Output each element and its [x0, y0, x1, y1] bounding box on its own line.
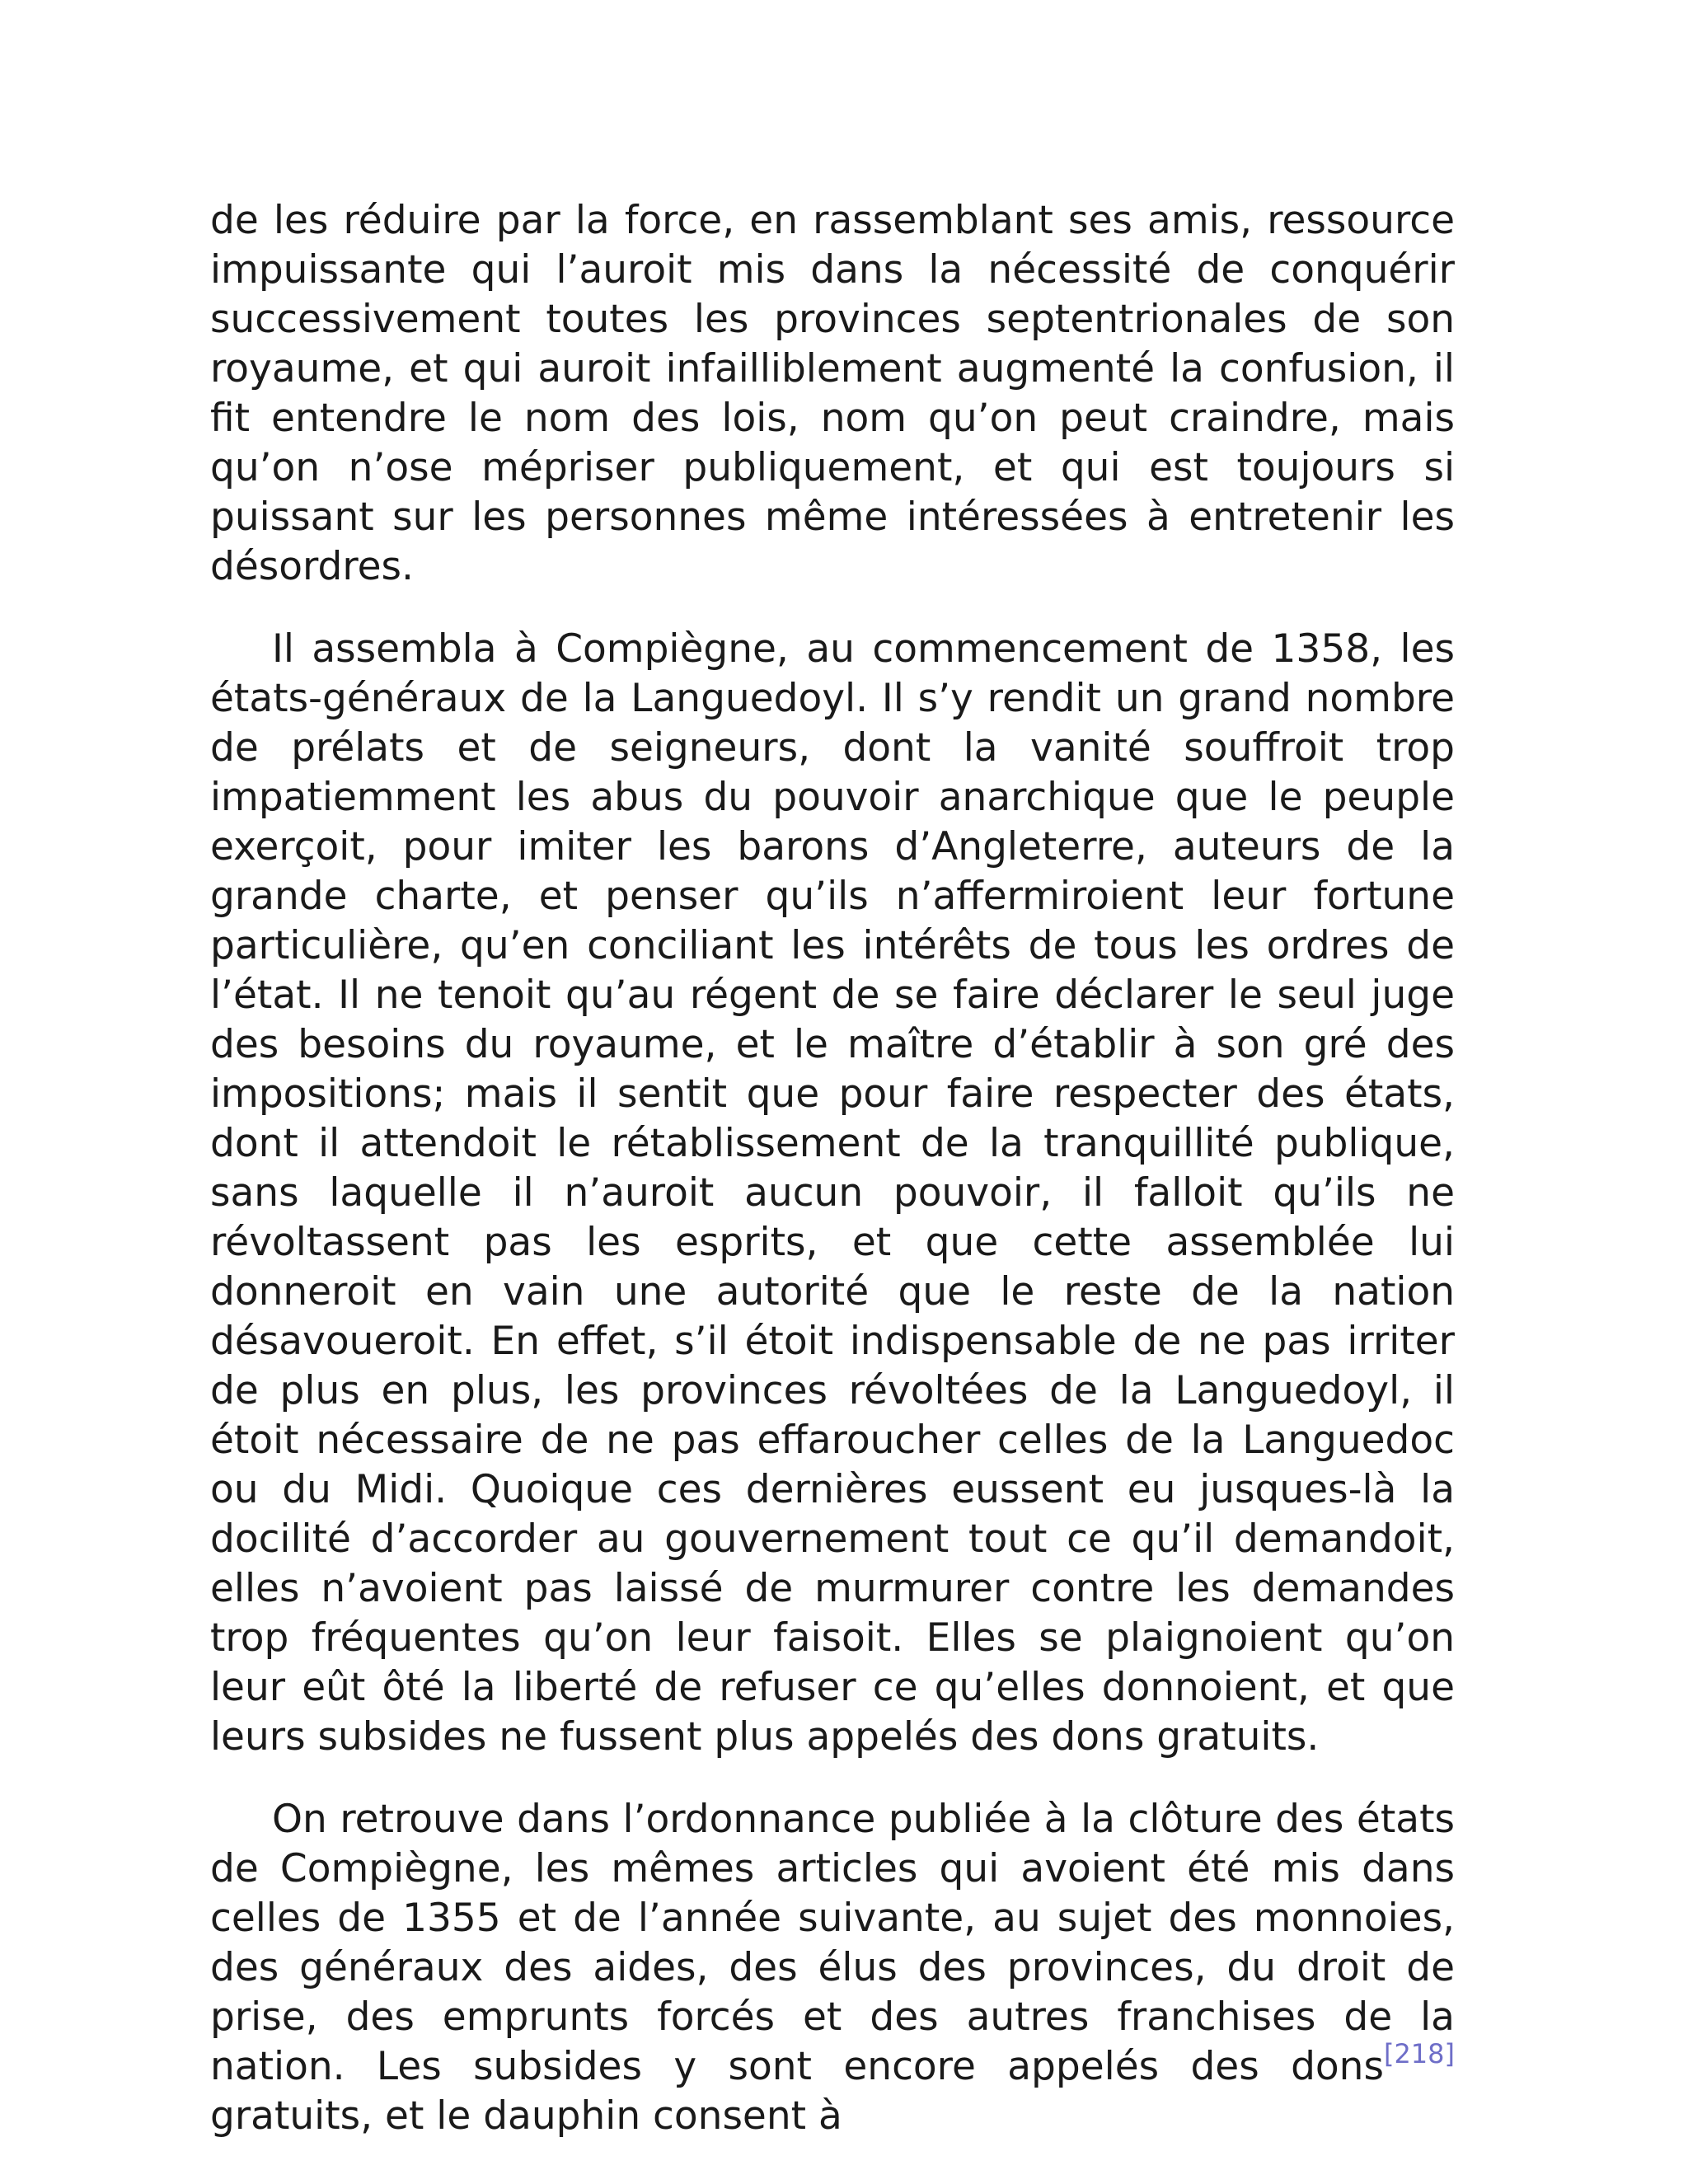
page-body [210, 196, 1455, 2174]
paragraph-3 [210, 1795, 1455, 2141]
paragraph-1: de les réduire par la force, en rassemblant ses amis, ressource impuissante qui l’auroit mis dans la nécessité de conquérir successivement toutes les provinces septentrionales de son royaume, et qui auroit infailliblement augmenté la confusion, il fit entendre le nom des lois, nom qu’on peut craindre, mais qu’on n’ose mépriser publiquement, et qui est toujours si puissant sur les personnes même intéressées à entretenir les désordres. [210, 198, 1455, 589]
paragraph-3-text-end: gratuits, et le dauphin consent à [210, 2093, 842, 2139]
footnote-ref-218[interactable]: [218] [1383, 2038, 1455, 2069]
paragraph-2: Il assembla à Compiègne, au commencement de 1358, les états-généraux de la Languedoyl. Il s’y rendit un grand nombre de prélats et de seigneurs, dont la vanité souffroit trop impatiemment les abus du pouvoir anarchique que le peuple exerçoit, pour imiter les barons d’Angleterre, auteurs de la grande charte, et penser qu’ils n’affermiroient leur fortune particulière, qu’en conciliant les intérêts de tous les ordres de l’état. Il ne tenoit qu’au régent de se faire déclarer le seul juge des besoins du royaume, et le maître d’établir à son gré des impositions; mais il sentit que pour faire respecter des états, dont il attendoit le rétablissement de la tranquillité publique, sans laquelle il n’auroit aucun pouvoir, il falloit qu’ils ne révoltassent pas les esprits, et que cette assemblée lui donneroit en vain une autorité que le reste de la nation désavoueroit. En effet, s’il étoit indispensable de ne pas irriter de plus en plus, les provinces révoltées de la Languedoyl, il étoit nécessaire de ne pas effaroucher celles de la Languedoc ou du Midi. Quoique ces dernières eussent eu jusques-là la docilité d’accorder au gouvernement tout ce qu’il demandoit, elles n’avoient pas laissé de murmurer contre les demandes trop fréquentes qu’on leur faisoit. Elles se plaignoient qu’on leur eût ôté la liberté de refuser ce qu’elles donnoient, et que leurs subsides ne fussent plus appelés des dons gratuits. [210, 626, 1455, 1760]
paragraph-3-text-start: On retrouve dans l’ordonnance publiée à la clôture des états de Compiègne, les mêmes articles qui avoient été mis dans celles de 1355 et de l’année suivante, au sujet des monnoies, des généraux des aides, des élus des provinces, du droit de prise, des emprunts forcés et des autres franchises de la nation. Les subsides y sont encore appelés des dons [210, 1797, 1455, 2089]
